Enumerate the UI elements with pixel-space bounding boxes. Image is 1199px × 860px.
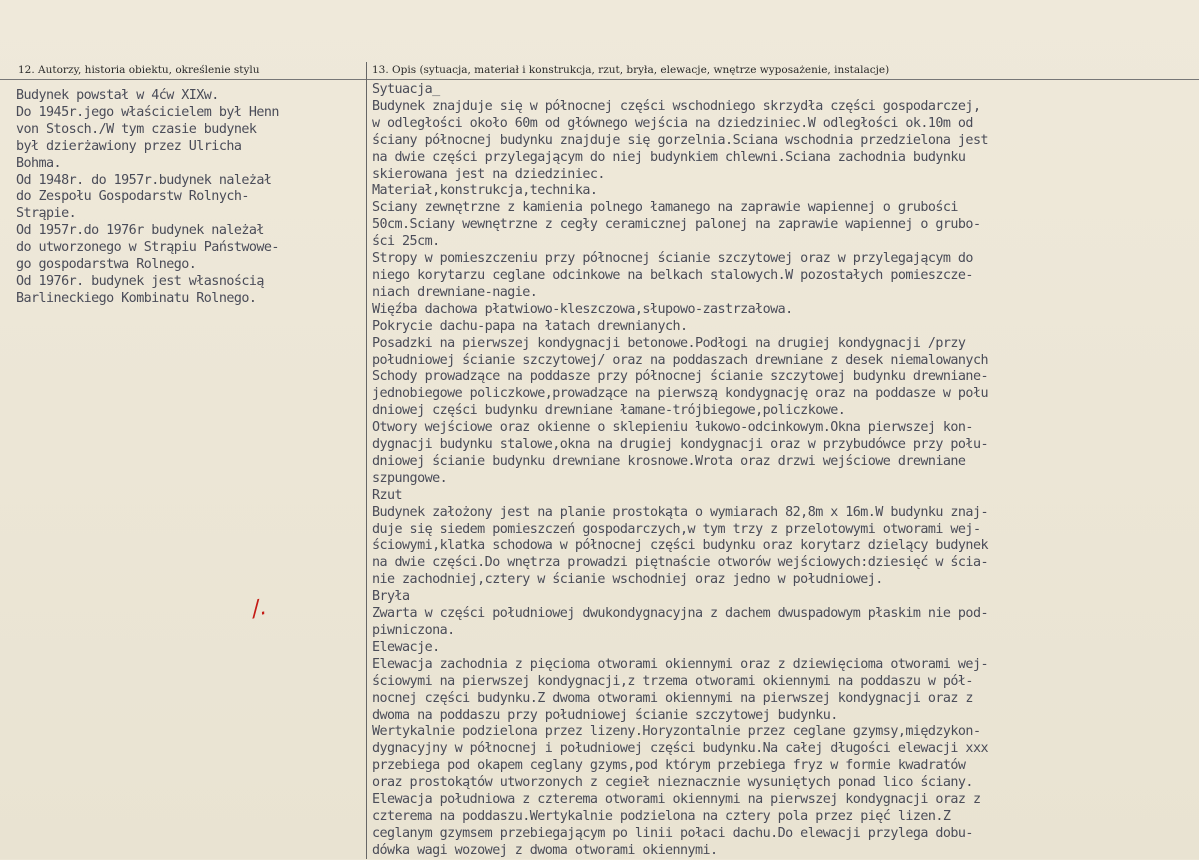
description-line: dwoma na poddaszu przy południowej ścianie szczytowej budynku. xyxy=(372,707,838,723)
description-line: Elewacja zachodnia z pięcioma otworami okiennymi oraz z dziewięcioma otworami wej- xyxy=(372,656,988,672)
description-line: 50cm.Sciany wewnętrzne z cegły ceramicznej palonej na zaprawie wapiennej o grubo- xyxy=(372,217,981,233)
description-line: Stropy w pomieszczeniu przy północnej ścianie szczytowej oraz w przylegającym do xyxy=(372,251,973,267)
history-line: von Stosch./W tym czasie budynek xyxy=(16,121,257,137)
description-line: Pokrycie dachu-papa na łatach drewnianych. xyxy=(372,318,688,334)
description-line: ściany północnej budynku znajduje się gorzelnia.Sciana wschodnia przedzielona jest xyxy=(372,132,988,148)
section-13-header: 13. Opis (sytuacja, materiał i konstrukcja, rzut, bryła, elewacje, wnętrze wyposażenie, instalacje) xyxy=(372,64,890,76)
history-line: Barlineckiego Kombinatu Rolnego. xyxy=(16,290,257,306)
description-line: na dwie części przylegającym do niej budynkiem chlewni.Sciana zachodnia budynku xyxy=(372,149,966,165)
description-line: na dwie części.Do wnętrza prowadzi piętnaście otworów wejściowych:dziesięć w ścia- xyxy=(372,555,988,571)
description-text-block xyxy=(372,82,988,860)
description-line: przebiega pod okapem ceglany gzyms,pod którym przebiega fryz w formie kwadratów xyxy=(372,758,966,774)
column-divider xyxy=(366,62,367,859)
description-line: dniowej ścianie budynku drewniane krosnowe.Wrota oraz drzwi wejściowe drewniane xyxy=(372,453,966,469)
description-line: nie zachodniej,cztery w ścianie wschodniej oraz jedno w południowej. xyxy=(372,572,883,588)
description-line: Elewacje. xyxy=(372,639,440,655)
history-line: Strąpie. xyxy=(16,206,77,222)
description-line: Schody prowadzące na poddasze przy północnej ścianie szczytowej budynku drewniane- xyxy=(372,369,988,385)
history-line: do Zespołu Gospodarstw Rolnych- xyxy=(16,189,249,205)
history-line: Do 1945r.jego właścicielem był Henn xyxy=(16,104,279,120)
description-line: jednobiegowe policzkowe,prowadzące na pierwszą kondygnację oraz na poddasze w połu xyxy=(372,386,988,402)
history-line: go gospodarstwa Rolnego. xyxy=(16,257,197,273)
description-line: Rzut xyxy=(372,487,403,503)
description-line: ściowymi na pierwszej kondygnacji,z trzema otworami okiennymi na poddaszu w pół- xyxy=(372,673,973,689)
red-pencil-mark: /. xyxy=(249,594,269,623)
history-line: Od 1957r.do 1976r budynek należał xyxy=(16,223,264,239)
description-line: dówka wagi wozowej z dwoma otworami okiennymi. xyxy=(372,842,718,858)
description-line: Budynek znajduje się w północnej części wschodniego skrzydła części gospodarczej, xyxy=(372,98,981,114)
description-line: Zwarta w części południowej dwukondygnacyjna z dachem dwuspadowym płaskim nie pod- xyxy=(372,606,988,622)
history-line: Bohma. xyxy=(16,155,62,171)
description-line: oraz prostokątów utworzonych z cegieł nieznacznie wysuniętych ponad lico ściany. xyxy=(372,775,973,791)
description-line: Otwory wejściowe oraz okienne o sklepieniu łukowo-odcinkowym.Okna pierwszej kon- xyxy=(372,420,973,436)
description-line: duje się siedem pomieszczeń gospodarczych,w tym trzy z przelotowymi otworami wej- xyxy=(372,521,981,537)
history-line: Od 1948r. do 1957r.budynek należał xyxy=(16,172,272,188)
description-line: Więźba dachowa płatwiowo-kleszczowa,słupowo-zastrzałowa. xyxy=(372,301,793,317)
description-line: Sciany zewnętrzne z kamienia polnego łamanego na zaprawie wapiennej o grubości xyxy=(372,200,958,216)
description-line: Posadzki na pierwszej kondygnacji betonowe.Podłogi na drugiej kondygnacji /przy xyxy=(372,335,966,351)
description-line: dygnacji budynku stalowe,okna na drugiej kondygnacji oraz w przybudówce przy połu- xyxy=(372,437,988,453)
description-line: ceglanym gzymsem przebiegającym po linii połaci dachu.Do elewacji przylega dobu- xyxy=(372,825,973,841)
history-line: był dzierżawiony przez Ulricha xyxy=(16,138,242,154)
description-line: nocnej części budynku.Z dwoma otworami okiennymi na pierwszej kondygnacji oraz z xyxy=(372,690,973,706)
description-line: ści 25cm. xyxy=(372,234,440,250)
description-line: piwniczona. xyxy=(372,623,455,638)
history-line: Budynek powstał w 4ćw XIXw. xyxy=(16,88,219,103)
description-line: dygnacyjny w północnej i południowej części budynku.Na całej długości elewacji xxx xyxy=(372,741,988,757)
history-line: Od 1976r. budynek jest własnością xyxy=(16,273,264,289)
description-line: ściowymi,klatka schodowa w północnej części budynku oraz korytarz dzielący budynek xyxy=(372,538,988,554)
history-line: do utworzonego w Strąpiu Państwowe- xyxy=(16,240,279,256)
description-line: niach drewniane-nagie. xyxy=(372,284,538,300)
description-line: w odległości około 60m od głównego wejścia na dziedziniec.W odległości ok.10m od xyxy=(372,115,973,131)
description-line: Sytuacja_ xyxy=(372,82,440,97)
description-line: Wertykalnie podzielona przez lizeny.Horyzontalnie przez ceglane gzymsy,międzykon- xyxy=(372,724,981,740)
description-line: szpungowe. xyxy=(372,470,448,486)
description-line: dniowej części budynku drewniane łamane-trójbiegowe,policzkowe. xyxy=(372,403,846,419)
description-line: niego korytarzu ceglane odcinkowe na belkach stalowych.W pozostałych pomieszcze- xyxy=(372,267,973,283)
description-line: skierowana jest na dziedziniec. xyxy=(372,166,605,182)
description-line: południowej ścianie szczytowej/ oraz na poddaszach drewniane z desek niemalowanych xyxy=(372,352,988,368)
description-line: czterema na poddaszu.Wertykalnie podzielona na cztery pola przez pięć lizen.Z xyxy=(372,808,951,824)
description-line: Materiał,konstrukcja,technika. xyxy=(372,183,598,199)
description-line: Budynek założony jest na planie prostokąta o wymiarach 82,8m x 16m.W budynku znaj- xyxy=(372,504,988,520)
section-12-header: 12. Autorzy, historia obiektu, określenie stylu xyxy=(18,64,260,76)
description-line: Elewacja południowa z czterema otworami okiennymi na pierwszej kondygnacji oraz z xyxy=(372,792,981,808)
description-line: Bryła xyxy=(372,589,410,605)
history-text-block xyxy=(16,88,279,308)
header-divider xyxy=(0,79,1199,80)
